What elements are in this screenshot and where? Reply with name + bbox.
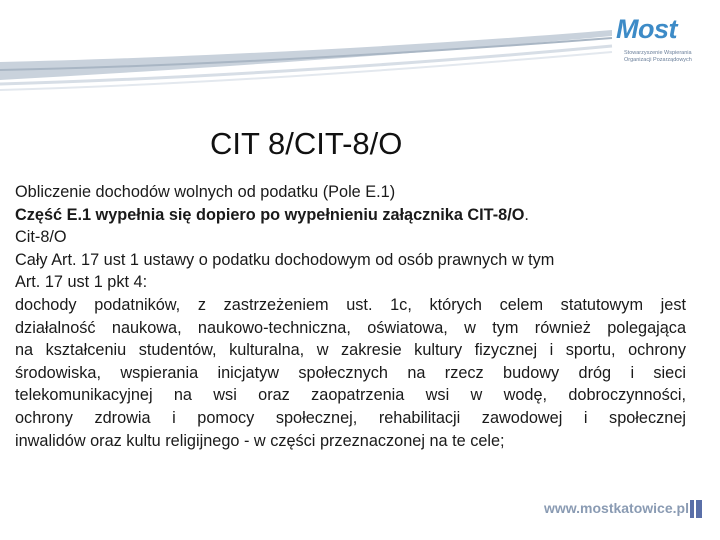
- body-paragraph-line-6: ochrony zdrowia i pomocy społecznej, rehabilitacji zawodowej i społecznej: [15, 408, 686, 427]
- slide-title: CIT 8/CIT-8/O: [210, 126, 403, 161]
- most-logo: [616, 14, 706, 84]
- logo-wordmark: Most: [616, 14, 677, 44]
- body-paragraph-last-line: inwalidów oraz kultu religijnego - w części przeznaczonej na te cele;: [15, 431, 505, 450]
- body-line-1: Obliczenie dochodów wolnych od podatku (Pole E.1): [15, 183, 396, 201]
- body-line-3: Cit-8/O: [15, 228, 67, 247]
- logo-subtitle-line-1: Stowarzyszenie Wspierania: [624, 50, 692, 56]
- logo-subtitle: [624, 50, 708, 64]
- body-paragraph-line-4: środowiska, wspierania inicjatyw społecznych na rzecz budowy dróg i sieci: [15, 363, 686, 382]
- body-line-2-bold: Część E.1 wypełnia się dopiero po wypełnieniu załącznika CIT-8/O: [15, 205, 525, 224]
- body-paragraph-line-5: telekomunikacyjnej na wsi oraz zaopatrzenia wsi w wodę, dobroczynności,: [15, 386, 686, 405]
- body-paragraph-line-1: dochody podatników, z zastrzeżeniem ust. 1c, których celem statutowym jest: [15, 295, 686, 314]
- header-swoosh-decoration: [0, 0, 720, 100]
- body-line-4: Cały Art. 17 ust 1 ustawy o podatku dochodowym od osób prawnych w tym: [15, 250, 555, 269]
- footer-website-url: www.mostkatowice.pl: [544, 500, 689, 516]
- footer-bars-icon: [690, 500, 704, 518]
- body-line-2: [15, 204, 686, 227]
- logo-subtitle-line-2: Organizacji Pozarządowych: [624, 57, 692, 63]
- slide-body: [15, 181, 686, 452]
- body-paragraph-line-2: działalność naukowa, naukowo-techniczna, oświatowa, w tym również polegająca: [15, 318, 686, 337]
- body-paragraph-line-3: na kształceniu studentów, kulturalna, w zakresie kultury fizycznej i sportu, ochrony: [15, 341, 686, 360]
- body-line-2-tail: .: [524, 205, 529, 224]
- body-line-5: Art. 17 ust 1 pkt 4:: [15, 273, 148, 292]
